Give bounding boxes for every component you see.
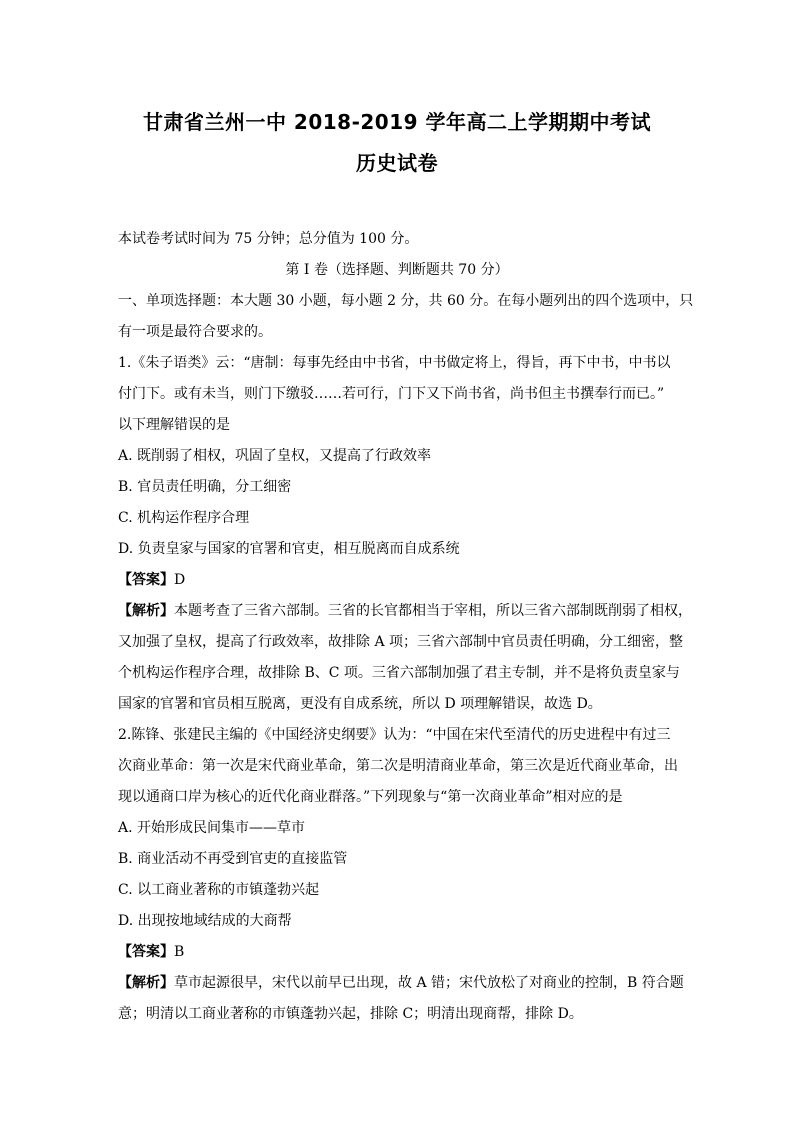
question-1-option-d: D. 负责皇家与国家的官署和官吏，相互脱离而自成系统 — [118, 541, 460, 557]
question-1-analysis: 个机构运作程序合理，故排除 B、C 项。三省六部制加强了君主专制，并不是将负责皇家与 — [118, 665, 680, 681]
part-instructions-line: 有一项是最符合要求的。 — [118, 324, 272, 340]
question-2-answer — [118, 942, 184, 962]
analysis-text: 草市起源很早，宋代以前早已出现，故 A 错；宋代放松了对商业的控制，B 符合题 — [174, 975, 684, 991]
question-1-stem: 以下理解错误的是 — [118, 417, 230, 433]
answer-value: D — [174, 572, 186, 588]
question-2-option-c: C. 以工商业著称的市镇蓬勃兴起 — [118, 882, 320, 898]
question-2-stem: 现以通商口岸为核心的近代化商业群落。”下列现象与“第一次商业革命”相对应的是 — [118, 789, 623, 805]
analysis-label: 【解析】 — [118, 603, 174, 619]
exam-title: 甘肃省兰州一中 2018-2019 学年高二上学期期中考试 — [142, 110, 652, 134]
question-1-analysis: 国家的官署和官员相互脱离，更没有自成系统，所以 D 项理解错误，故选 D。 — [118, 696, 602, 712]
question-2-option-a: A. 开始形成民间集市——草市 — [118, 820, 306, 836]
question-2-option-b: B. 商业活动不再受到官吏的直接监管 — [118, 851, 348, 867]
question-2-stem: 2.陈锋、张建民主编的《中国经济史纲要》认为：“中国在宋代至清代的历史进程中有过三 — [118, 727, 671, 743]
question-2-option-d: D. 出现按地域结成的大商帮 — [118, 913, 292, 929]
exam-info: 本试卷考试时间为 75 分钟；总分值为 100 分。 — [118, 231, 419, 247]
question-1-option-b: B. 官员责任明确，分工细密 — [118, 479, 292, 495]
section-title: 第 I 卷（选择题、判断题共 70 分） — [285, 262, 509, 278]
question-2-analysis: 意；明清以工商业著称的市镇蓬勃兴起，排除 C；明清出现商帮，排除 D。 — [118, 1006, 583, 1022]
question-1-stem: 1.《朱子语类》云：“唐制：每事先经由中书省，中书做定将上，得旨，再下中书，中书以 — [118, 355, 671, 371]
answer-label: 【答案】 — [118, 572, 174, 588]
question-1-option-a: A. 既削弱了相权，巩固了皇权，又提高了行政效率 — [118, 448, 432, 464]
answer-value: B — [174, 944, 185, 960]
exam-subtitle: 历史试卷 — [356, 151, 438, 175]
question-1-stem: 付门下。或有未当，则门下缴驳……若可行，门下又下尚书省，尚书但主书撰奉行而已。” — [118, 386, 665, 402]
question-1-analysis — [118, 601, 692, 621]
answer-label: 【答案】 — [118, 944, 174, 960]
part-instructions-line: 一、单项选择题：本大题 30 小题，每小题 2 分，共 60 分。在每小题列出的四个选项中，只 — [118, 293, 694, 309]
question-1-option-c: C. 机构运作程序合理 — [118, 510, 250, 526]
analysis-text: 本题考查了三省六部制。三省的长官都相当于宰相，所以三省六部制既削弱了相权， — [174, 603, 692, 619]
question-1-analysis: 又加强了皇权，提高了行政效率，故排除 A 项；三省六部制中官员责任明确，分工细密，整 — [118, 634, 684, 650]
question-2-analysis — [118, 973, 684, 993]
analysis-label: 【解析】 — [118, 975, 174, 991]
question-2-stem: 次商业革命：第一次是宋代商业革命，第二次是明清商业革命，第三次是近代商业革命，出 — [118, 758, 678, 774]
question-1-answer — [118, 570, 185, 590]
